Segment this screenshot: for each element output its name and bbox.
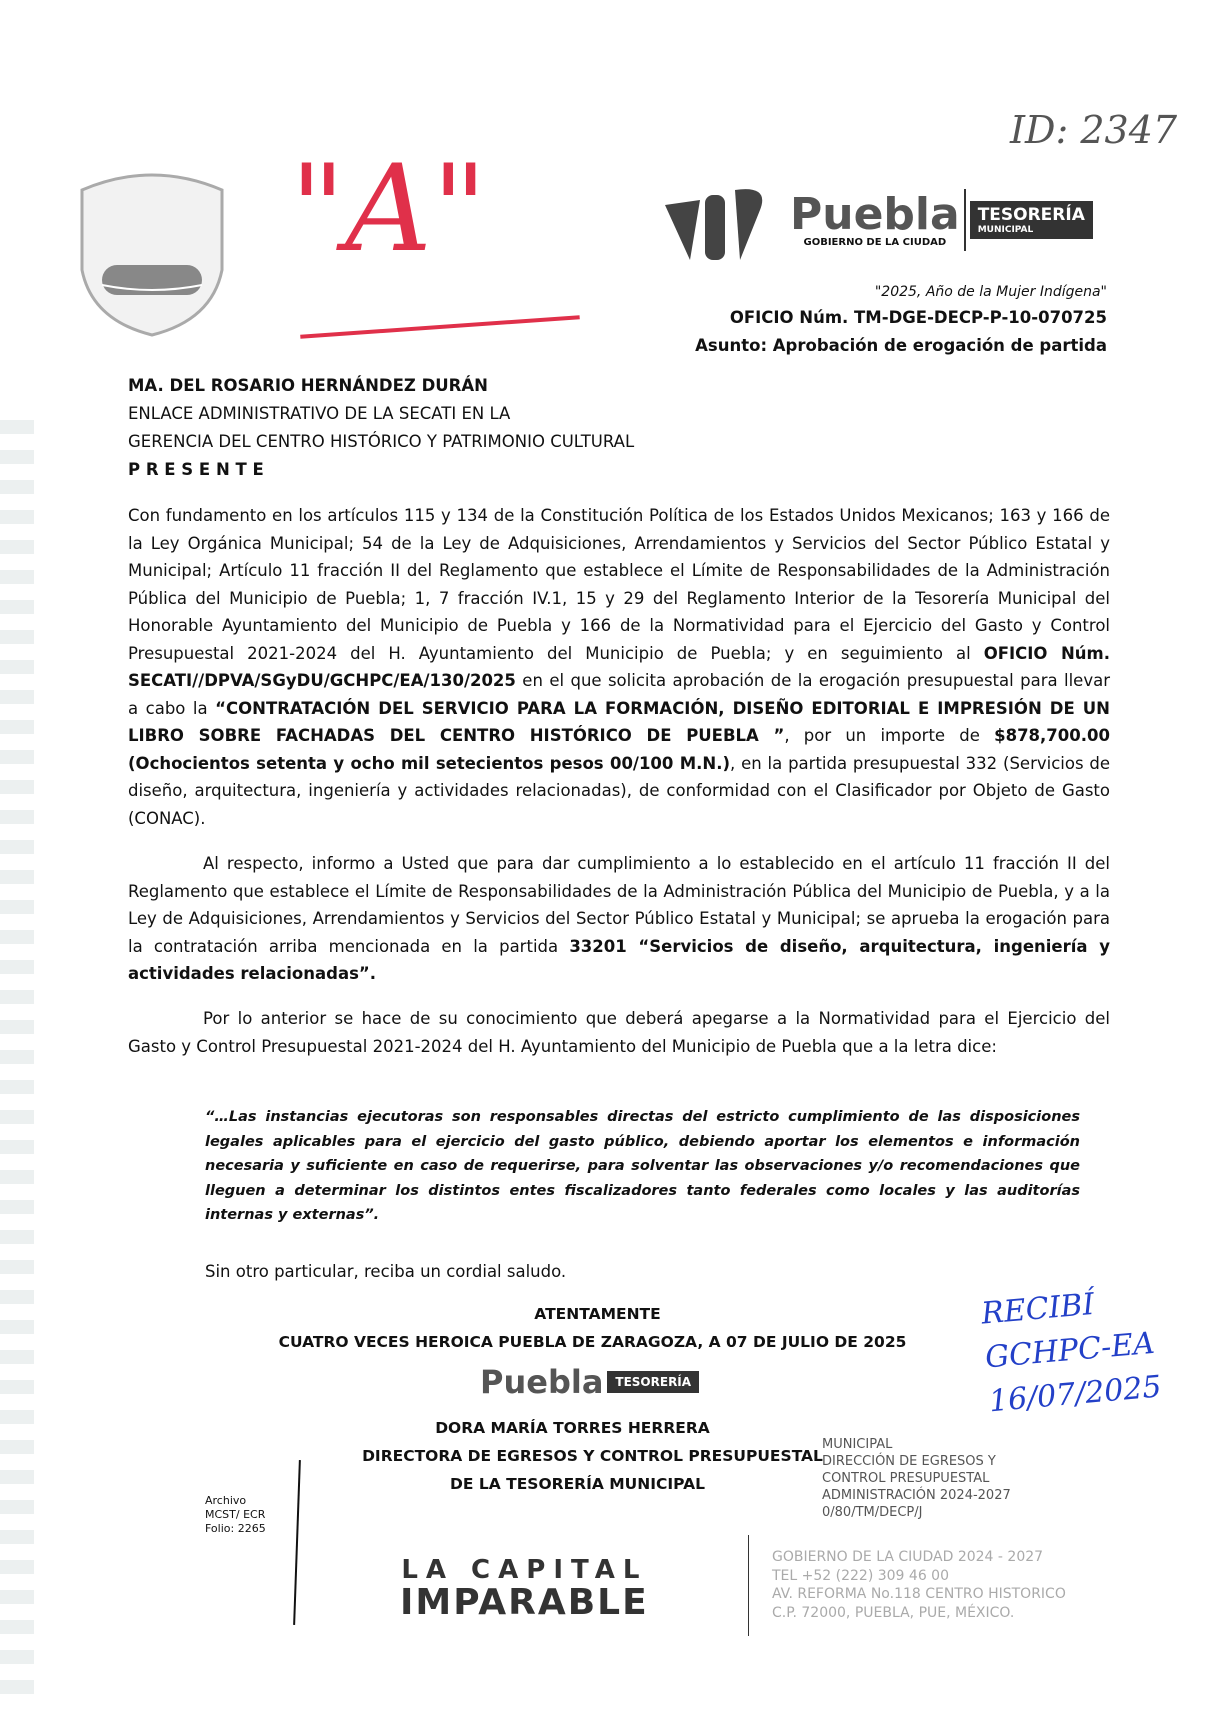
- p2-text: Al respecto, informo a Usted que para dar cumplimiento a lo establecido en el artículo 11 fracción II del Reglamento que establece el Límite de Responsabilidades de la Administración Pública del Municipio de Puebla, y a la Ley de Adquisiciones, Arrendamientos y Servicios del Sector Público Estatal y Municipal; se aprueba la erogación para la contratación arriba mencionada en la partida: [128, 854, 1110, 956]
- closing: Sin otro particular, reciba un cordial saludo.: [205, 1262, 567, 1281]
- subject: Asunto: Aprobación de erogación de partida: [695, 336, 1107, 355]
- handwritten-a-mark: "A": [290, 140, 488, 279]
- stamp-line: CONTROL PRESUPUESTAL: [822, 1471, 990, 1486]
- motto: "2025, Año de la Mujer Indígena": [874, 284, 1107, 300]
- p1-text: , por un importe de: [784, 726, 995, 745]
- received-date: 16/07/2025: [987, 1369, 1163, 1420]
- stamp-line: MUNICIPAL: [822, 1437, 893, 1452]
- atentamente: ATENTAMENTE: [534, 1305, 661, 1323]
- received-label: RECIBÍ: [979, 1286, 1096, 1332]
- logo-name: Puebla: [790, 188, 960, 240]
- red-underline-mark: [300, 315, 580, 339]
- dept-sub: MUNICIPAL: [977, 225, 1034, 235]
- oficio-number: OFICIO Núm. TM-DGE-DECP-P-10-070725: [729, 308, 1107, 327]
- handwritten-id: ID: 2347: [1010, 108, 1178, 152]
- municipal-seal-icon: [62, 160, 242, 340]
- received-area: GCHPC-EA: [983, 1325, 1157, 1376]
- puebla-emblem-icon: [660, 180, 790, 260]
- stamp-line: DIRECCIÓN DE EGRESOS Y: [822, 1454, 996, 1469]
- p1-text: en el que solicita aprobación de la erogación presupuestal para llevar a cabo la: [128, 671, 1110, 718]
- footer-gov: GOBIERNO DE LA CIUDAD 2024 - 2027: [772, 1549, 1044, 1565]
- recipient-position-2: GERENCIA DEL CENTRO HISTÓRICO Y PATRIMONIO CULTURAL: [128, 432, 635, 451]
- footer-divider: [748, 1535, 749, 1636]
- dept-name: TESORERÍA: [977, 205, 1085, 225]
- p1-amount: $878,700.00 (Ochocientos setenta y ocho mil setecientos pesos 00/100 M.N.): [128, 726, 1110, 773]
- regulation-quote: “…Las instancias ejecutoras son responsables directas del estricto cumplimiento de las disposiciones legales aplicables para el ejercicio del gasto público, debiendo aportar los elementos e información necesaria y suficiente en caso de requerirse, para solventar las observaciones y/o recomendaciones que lleguen a determinar los distintos entes fiscalizadores tanto federales como locales y las auditorías internas y externas”.: [205, 1109, 1080, 1223]
- p2-partida: 33201 “Servicios de diseño, arquitectura, ingeniería y actividades relacionadas”.: [128, 936, 1110, 983]
- stamp-line: 0/80/TM/DECP/J: [822, 1505, 923, 1520]
- p1-text: , en la partida presupuestal 332 (Servicios de diseño, arquitectura, ingeniería y actividades relacionadas), de conformidad con el Clasificador por Objeto de Gasto (CONAC).: [128, 753, 1111, 828]
- signer-name: DORA MARÍA TORRES HERRERA: [435, 1419, 710, 1437]
- footer-slogan: [400, 1555, 649, 1621]
- paragraph-3: Por lo anterior se hace de su conocimiento que deberá apegarse a la Normatividad para el Ejercicio del Gasto y Control Presupuestal 2021-2024 del H. Ayuntamiento del Municipio de Puebla que a la letra dice:: [128, 1009, 1110, 1056]
- cc-initials: MCST/ ECR: [205, 1508, 266, 1521]
- slogan-line-2: IMPARABLE: [400, 1582, 649, 1623]
- paragraph-2: [128, 850, 1110, 988]
- signer-title-1: DIRECTORA DE EGRESOS Y CONTROL PRESUPUESTAL: [362, 1447, 823, 1465]
- footer-city: C.P. 72000, PUEBLA, PUE, MÉXICO.: [772, 1604, 1015, 1621]
- scan-edge-pattern: [0, 420, 34, 1700]
- paragraph-1: [128, 502, 1110, 832]
- p1-text: Con fundamento en los artículos 115 y 134 de la Constitución Política de los Estados Unidos Mexicanos; 163 y 166 de la Ley Orgánica Municipal; 54 de la Ley de Adquisiciones, Arrendamientos y Servicios del Sector Público Estatal y Municipal; Artículo 11 fracción II del Reglamento que establece el Límite de Responsabilidades de la Administración Pública del Municipio de Puebla; 1, 7 fracción IV.1, 15 y 29 del Reglamento Interior de la Tesorería Municipal del Honorable Ayuntamiento del Municipio de Puebla y 166 de la Normatividad para el Ejercicio del Gasto y Control Presupuestal 2021-2024 del H. Ayuntamiento del Municipio de Puebla; y en seguimiento al: [128, 506, 1110, 663]
- logo-subtitle: GOBIERNO DE LA CIUDAD: [803, 236, 947, 248]
- footer-phone: TEL +52 (222) 309 46 00: [772, 1567, 949, 1584]
- stamp-logo: Puebla: [480, 1363, 604, 1401]
- tesoreria-stamp-text: [822, 1436, 1011, 1521]
- place-date: CUATRO VECES HEROICA PUEBLA DE ZARAGOZA, A 07 DE JULIO DE 2025: [278, 1333, 907, 1351]
- cc-archive: Archivo: [205, 1494, 247, 1507]
- received-note: [980, 1278, 1164, 1425]
- footer-address: [772, 1548, 1066, 1622]
- recipient-position-1: ENLACE ADMINISTRATIVO DE LA SECATI EN LA: [128, 404, 511, 423]
- cc-folio: Folio: 2265: [205, 1522, 266, 1535]
- signer-title-2: DE LA TESORERÍA MUNICIPAL: [450, 1475, 705, 1493]
- puebla-logo: [660, 180, 1093, 260]
- tesoreria-badge: [970, 201, 1093, 239]
- p1-oficio-ref: OFICIO Núm. SECATI//DPVA/SGyDU/GCHPC/EA/130/2025: [128, 643, 1110, 690]
- slogan-line-1: LA CAPITAL: [401, 1555, 648, 1585]
- stamp-dept: TESORERÍA: [607, 1371, 699, 1393]
- p1-service: “CONTRATACIÓN DEL SERVICIO PARA LA FORMACIÓN, DISEÑO EDITORIAL E IMPRESIÓN DE UN LIBRO SOBRE FACHADAS DEL CENTRO HISTÓRICO DE PUEBLA ”: [128, 698, 1110, 745]
- cc-block: [205, 1494, 266, 1536]
- presente: P R E S E N T E: [128, 460, 264, 479]
- footer-street: AV. REFORMA No.118 CENTRO HISTORICO: [772, 1586, 1066, 1602]
- recipient-name: MA. DEL ROSARIO HERNÁNDEZ DURÁN: [128, 376, 488, 395]
- tesoreria-stamp-logo: [480, 1362, 699, 1402]
- stamp-line: ADMINISTRACIÓN 2024-2027: [822, 1488, 1011, 1503]
